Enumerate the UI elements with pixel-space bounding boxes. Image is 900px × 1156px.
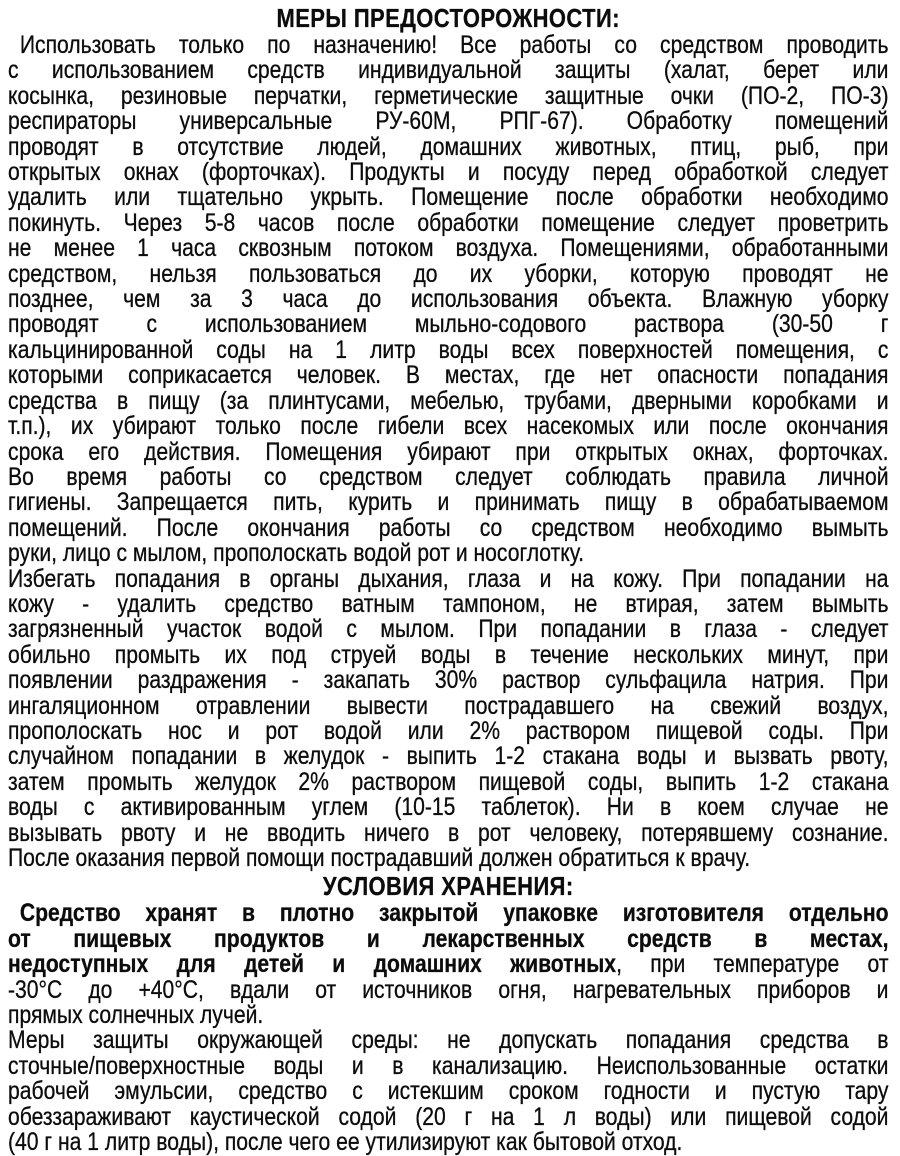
text-line — [8, 541, 888, 566]
text-run: средством, нельзя пользоваться до их уборки, которую проводят не — [8, 259, 889, 288]
text-run: прямых солнечных лучей. — [8, 1001, 264, 1030]
text-run: обеззараживают каустической содой (20 г на 1 л воды) или пищевой содой — [8, 1102, 889, 1131]
text-run: открытых окнах (форточках). Продукты и посуду перед обработкой следует — [8, 158, 889, 187]
text-run: рабочей эмульсии, средство с истекшим сроком годности и пустую тару — [8, 1077, 889, 1106]
text-run: Меры защиты окружающей среды: не допускать попадания средства в — [8, 1026, 889, 1055]
text-run: проводят в отсутствие людей, домашних животных, птиц, рыб, при — [8, 132, 889, 161]
text-line — [8, 640, 889, 669]
text-line — [8, 160, 888, 185]
paragraph — [8, 901, 888, 1028]
text-line — [8, 490, 888, 515]
text-run: с использованием средств индивидуальной защиты (халат, берет или — [8, 56, 889, 85]
text-line — [8, 363, 888, 388]
section-heading: УСЛОВИЯ ХРАНЕНИЯ: — [322, 871, 574, 902]
section-heading: МЕРЫ ПРЕДОСТОРОЖНОСТИ: — [276, 3, 620, 33]
text-run: кальцинированной соды на 1 литр воды всех поверхностей помещения, с — [8, 335, 889, 364]
text-line — [8, 513, 889, 542]
text-line — [8, 564, 889, 593]
text-line — [8, 312, 888, 337]
text-run: Средство хранят в плотно закрытой упаковке изготовителя отдельно — [19, 899, 889, 928]
text-line — [8, 589, 889, 618]
text-line — [8, 287, 888, 312]
text-run: косынка, резиновые перчатки, герметические защитные очки (ПО-2, ПО-3) — [8, 81, 889, 110]
text-run: т.п.), их убирают только после гибели всех насекомых или после окончания — [8, 412, 889, 441]
text-run: удалить или тщательно укрыть. Помещение после обработки необходимо — [8, 183, 889, 212]
text-run: появлении раздражения - закапать 30% раствор сульфацила натрия. При — [8, 666, 889, 695]
text-run: затем промыть желудок 2% раствором пищевой соды, выпить 1-2 стакана — [8, 767, 889, 796]
text-run: срока его действия. Помещения убирают при открытых окнах, форточках. — [8, 437, 889, 466]
text-run: проводят с использованием мыльно-содового раствора (30-50 г — [8, 310, 889, 339]
text-run: случайном попадании в желудок - выпить 1-2 стакана воды и вызвать рвоту, — [8, 742, 889, 771]
paragraph — [8, 33, 888, 567]
text-line — [8, 1028, 888, 1053]
text-run: которыми соприкасается человек. В местах, где нет опасности попадания — [8, 361, 889, 390]
text-run: кожу - удалить средство ватным тампоном, не втирая, затем вымыть — [8, 589, 889, 618]
text-run: ингаляционном отравлении вывести пострадавшего на свежий воздух, — [8, 691, 889, 720]
text-line — [8, 1003, 888, 1028]
text-run: , при температуре от — [616, 950, 889, 979]
text-run: от пищевых продуктов и лекарственных средств в местах, — [8, 924, 889, 953]
text-line — [8, 617, 888, 642]
text-run: покинуть. Через 5-8 часов после обработки помещение следует проветрить — [8, 208, 889, 237]
text-run: -30°С до +40°С, вдали от источников огня, нагревательных приборов и — [8, 975, 889, 1004]
text-run: недоступных для детей и домашних животных — [8, 950, 617, 979]
text-line — [8, 1079, 888, 1104]
text-run: респираторы универсальные РУ-60М, РПГ-67). Обработку помещений — [8, 107, 889, 136]
text-run: руки, лицо с мылом, прополоскать водой рот и носоглотку. — [8, 539, 585, 568]
text-run: После оказания первой помощи пострадавший должен обратиться к врачу. — [8, 844, 751, 872]
text-line — [8, 33, 888, 58]
text-run: Во время работы со средством следует соблюдать правила личной — [8, 462, 889, 491]
text-run: Избегать попадания в органы дыхания, глаза и на кожу. При попадании на — [8, 564, 889, 593]
text-run: прополоскать нос и рот водой или 2% раствором пищевой соды. При — [8, 716, 889, 745]
text-run: помещений. После окончания работы со средством необходимо вымыть — [8, 513, 889, 542]
text-line — [8, 716, 889, 745]
text-line — [8, 386, 889, 415]
text-run: загрязненный участок водой с мылом. При попадании в глаза - следует — [8, 615, 889, 644]
text-line — [8, 208, 889, 237]
text-line — [8, 259, 889, 288]
text-line — [8, 952, 888, 977]
text-line — [8, 81, 889, 110]
text-line — [8, 185, 888, 210]
text-run: сточные/поверхностные воды и в канализацию. Неиспользованные остатки — [8, 1051, 889, 1080]
text-line — [8, 767, 889, 796]
text-run: не менее 1 часа сквозным потоком воздуха. Помещениями, обработанными — [8, 234, 889, 263]
text-line — [8, 414, 888, 439]
text-run: позднее, чем за 3 часа до использования объекта. Влажную уборку — [8, 285, 889, 314]
text-run: вызывать рвоту и не вводить ничего в рот человеку, потерявшему сознание. — [8, 818, 889, 847]
text-line — [8, 668, 888, 693]
text-line — [8, 437, 889, 466]
text-run: воды с активированным углем (10-15 таблеток). Ни в коем случае не — [8, 793, 889, 822]
text-line — [8, 795, 888, 820]
text-line — [8, 924, 889, 953]
text-line — [8, 691, 889, 720]
text-line — [8, 901, 888, 926]
paragraph — [8, 1028, 888, 1155]
text-line — [8, 109, 888, 134]
text-line — [8, 58, 888, 83]
text-line — [8, 1051, 889, 1080]
text-run: Использовать только по назначению! Все работы со средством проводить — [19, 31, 889, 59]
text-line — [8, 236, 888, 261]
text-line — [8, 846, 888, 871]
text-run: обильно промыть их под струей воды в течение нескольких минут, при — [8, 640, 889, 669]
text-line — [8, 818, 889, 847]
text-line — [8, 462, 889, 491]
paragraph — [8, 564, 889, 872]
text-line — [8, 1130, 888, 1155]
text-line — [8, 975, 889, 1004]
text-run: гигиены. Запрещается пить, курить и принимать пищу в обрабатываемом — [8, 488, 889, 517]
text-line — [8, 335, 889, 364]
text-line — [8, 1102, 889, 1131]
text-run: (40 г на 1 литр воды), после чего ее утилизируют как бытовой отход. — [8, 1128, 683, 1156]
text-line — [8, 132, 889, 161]
text-line — [8, 744, 888, 769]
text-run: средства в пищу (за плинтусами, мебелью, трубами, дверными коробками и — [8, 386, 889, 415]
document-page — [8, 3, 888, 1155]
